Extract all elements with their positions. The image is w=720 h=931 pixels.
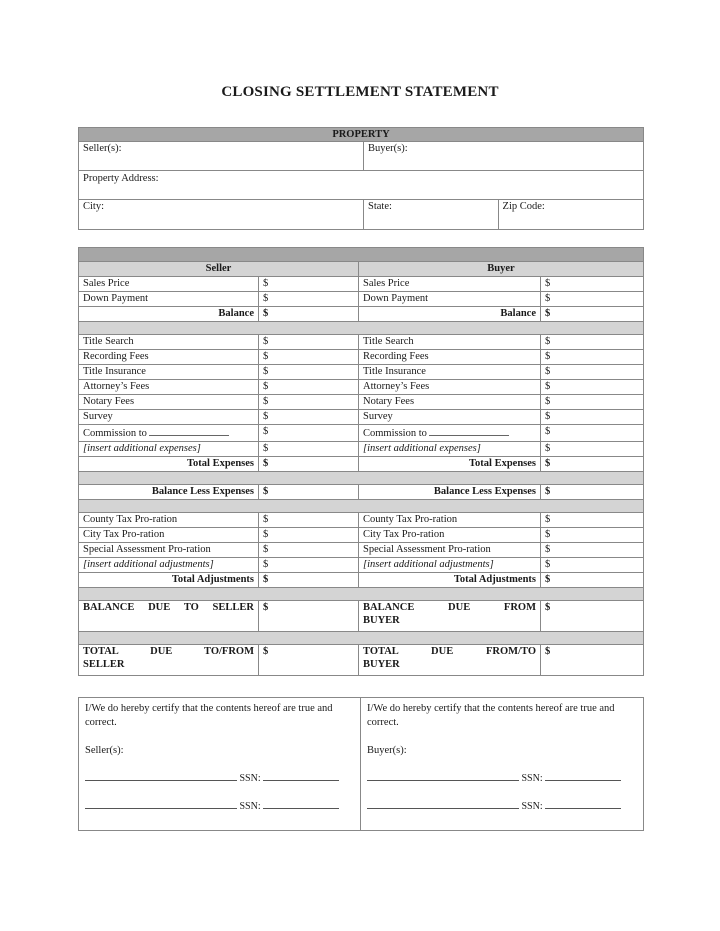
amount-field[interactable]: $: [259, 457, 359, 472]
row-label: Title Insurance: [359, 365, 541, 380]
amount-field[interactable]: $: [259, 528, 359, 543]
row-label: Down Payment: [359, 292, 541, 307]
property-header-row: [79, 128, 644, 142]
spacer-row: [79, 500, 644, 513]
row-label: Sales Price: [359, 277, 541, 292]
amount-field[interactable]: $: [541, 350, 644, 365]
row-label: Balance: [79, 307, 259, 322]
state-field[interactable]: [364, 200, 498, 229]
row-label[interactable]: [insert additional expenses]: [359, 442, 541, 457]
table-row: [79, 380, 644, 395]
row-label: Title Search: [79, 335, 259, 350]
row-label: Special Assessment Pro-ration: [79, 543, 259, 558]
spacer-row: [79, 632, 644, 645]
amount-field[interactable]: $: [259, 335, 359, 350]
balance-due-seller-label: BALANCE DUE TO SELLER: [79, 601, 259, 632]
buyer-ssn-line-2[interactable]: [545, 808, 621, 809]
row-label: Notary Fees: [79, 395, 259, 410]
location-row: [79, 200, 644, 230]
city-label: City:: [83, 201, 105, 212]
spacer-row: [79, 322, 644, 335]
buyer-signature-label: Buyer(s):: [367, 745, 407, 756]
seller-signature-line-1[interactable]: [85, 780, 237, 781]
amount-field[interactable]: $: [541, 425, 644, 442]
seller-certification-statement: I/We do hereby certify that the contents hereof are true and correct.: [85, 703, 333, 728]
buyers-label: Buyer(s):: [368, 143, 408, 154]
table-row: [79, 485, 644, 500]
amount-field[interactable]: $: [259, 395, 359, 410]
ssn-label: SSN:: [239, 801, 261, 812]
seller-column-header: Seller: [79, 262, 359, 277]
table-row: [79, 292, 644, 307]
amount-field[interactable]: $: [259, 410, 359, 425]
property-address-field[interactable]: [79, 171, 644, 200]
buyer-signature-line-1[interactable]: [367, 780, 519, 781]
sellers-label: Seller(s):: [83, 143, 122, 154]
commission-blank[interactable]: [149, 425, 229, 436]
amount-field[interactable]: $: [541, 292, 644, 307]
amount-field[interactable]: $: [541, 601, 644, 632]
table-row: [79, 395, 644, 410]
spacer-row: [79, 588, 644, 601]
total-due-seller-label: TOTAL DUE TO/FROM SELLER: [79, 645, 259, 676]
table-row: [79, 425, 644, 442]
amount-field[interactable]: $: [259, 365, 359, 380]
commission-blank[interactable]: [429, 425, 509, 436]
amount-field[interactable]: $: [259, 425, 359, 442]
table-row: [79, 277, 644, 292]
seller-certification: [79, 698, 361, 831]
total-due-row: [79, 645, 644, 676]
row-label: Survey: [359, 410, 541, 425]
amount-field[interactable]: $: [541, 335, 644, 350]
row-label: Special Assessment Pro-ration: [359, 543, 541, 558]
spacer-row: [79, 472, 644, 485]
table-row: [79, 442, 644, 457]
table-row: [79, 350, 644, 365]
amount-field[interactable]: $: [541, 573, 644, 588]
ssn-label: SSN:: [239, 773, 261, 784]
buyer-certification-statement: I/We do hereby certify that the contents hereof are true and correct.: [367, 703, 615, 728]
row-label: Attorney’s Fees: [359, 380, 541, 395]
amount-field[interactable]: $: [259, 485, 359, 500]
buyers-field[interactable]: [364, 142, 644, 171]
row-label: County Tax Pro-ration: [79, 513, 259, 528]
buyer-ssn-line-1[interactable]: [545, 780, 621, 781]
amount-field[interactable]: $: [259, 277, 359, 292]
amount-field[interactable]: $: [541, 395, 644, 410]
balance-due-buyer-label: BALANCE DUE FROM BUYER: [359, 601, 541, 632]
amount-field[interactable]: $: [541, 513, 644, 528]
row-label: Balance: [359, 307, 541, 322]
sellers-field[interactable]: [79, 142, 364, 171]
row-label: Balance Less Expenses: [79, 485, 259, 500]
table-row: [79, 410, 644, 425]
row-label: City Tax Pro-ration: [359, 528, 541, 543]
amount-field[interactable]: $: [259, 307, 359, 322]
commission-cell[interactable]: [79, 425, 259, 442]
amount-field[interactable]: $: [259, 558, 359, 573]
table-row: [79, 365, 644, 380]
amount-field[interactable]: $: [541, 442, 644, 457]
parties-row: [79, 142, 644, 171]
property-header: PROPERTY: [79, 128, 644, 142]
zip-code-label: Zip Code:: [502, 201, 545, 212]
row-label: Total Adjustments: [359, 573, 541, 588]
amount-field[interactable]: $: [259, 601, 359, 632]
row-label: Title Insurance: [79, 365, 259, 380]
table-row: [79, 543, 644, 558]
amount-field[interactable]: $: [541, 307, 644, 322]
property-table: [78, 127, 644, 230]
row-label[interactable]: [insert additional expenses]: [79, 442, 259, 457]
row-label: Total Expenses: [359, 457, 541, 472]
row-label: City Tax Pro-ration: [79, 528, 259, 543]
certification-row: [79, 698, 644, 831]
table-row: [79, 573, 644, 588]
table-row: [79, 335, 644, 350]
column-header-row: [79, 262, 644, 277]
row-label[interactable]: [insert additional adjustments]: [79, 558, 259, 573]
row-label[interactable]: [insert additional adjustments]: [359, 558, 541, 573]
buyer-signature-line-2[interactable]: [367, 808, 519, 809]
amount-field[interactable]: $: [541, 543, 644, 558]
row-label: County Tax Pro-ration: [359, 513, 541, 528]
amount-field[interactable]: $: [259, 543, 359, 558]
amount-field[interactable]: $: [541, 645, 644, 676]
row-label: Recording Fees: [359, 350, 541, 365]
row-label: Total Adjustments: [79, 573, 259, 588]
amount-field[interactable]: $: [259, 645, 359, 676]
amount-field[interactable]: $: [541, 558, 644, 573]
row-label: Survey: [79, 410, 259, 425]
amount-field[interactable]: $: [259, 573, 359, 588]
document-title: CLOSING SETTLEMENT STATEMENT: [221, 84, 499, 100]
row-label: Commission to: [363, 428, 427, 439]
row-label: Down Payment: [79, 292, 259, 307]
table-row: [79, 307, 644, 322]
buyer-column-header: Buyer: [359, 262, 644, 277]
row-label: Notary Fees: [359, 395, 541, 410]
amount-field[interactable]: $: [541, 457, 644, 472]
amount-field[interactable]: $: [541, 380, 644, 395]
amount-field[interactable]: $: [259, 350, 359, 365]
seller-signature-line-2[interactable]: [85, 808, 237, 809]
ssn-label: SSN:: [521, 773, 543, 784]
row-label: Balance Less Expenses: [359, 485, 541, 500]
row-label: Recording Fees: [79, 350, 259, 365]
table-row: [79, 558, 644, 573]
amount-field[interactable]: $: [541, 365, 644, 380]
property-address-label: Property Address:: [83, 173, 159, 184]
row-label: Title Search: [359, 335, 541, 350]
row-label: Total Expenses: [79, 457, 259, 472]
amount-field[interactable]: $: [541, 410, 644, 425]
section-bar: [79, 248, 644, 262]
seller-ssn-line-2[interactable]: [263, 808, 339, 809]
amount-field[interactable]: $: [259, 380, 359, 395]
row-label: Commission to: [83, 428, 147, 439]
zip-code-field[interactable]: [498, 200, 643, 229]
seller-ssn-line-1[interactable]: [263, 780, 339, 781]
state-label: State:: [368, 201, 392, 212]
amount-field[interactable]: $: [541, 485, 644, 500]
buyer-certification: [361, 698, 644, 831]
amount-field[interactable]: $: [259, 442, 359, 457]
address-row: [79, 171, 644, 200]
row-label: Sales Price: [79, 277, 259, 292]
settlement-table: [78, 247, 644, 676]
total-due-buyer-label: TOTAL DUE FROM/TO BUYER: [359, 645, 541, 676]
city-field[interactable]: [79, 200, 364, 230]
balance-due-row: [79, 601, 644, 632]
amount-field[interactable]: $: [259, 292, 359, 307]
amount-field[interactable]: $: [541, 528, 644, 543]
table-row: [79, 457, 644, 472]
amount-field[interactable]: $: [541, 277, 644, 292]
ssn-label: SSN:: [521, 801, 543, 812]
seller-signature-label: Seller(s):: [85, 745, 124, 756]
commission-cell[interactable]: [359, 425, 541, 442]
table-row: [79, 528, 644, 543]
table-row: [79, 513, 644, 528]
amount-field[interactable]: $: [259, 513, 359, 528]
certification-table: [78, 697, 644, 831]
row-label: Attorney’s Fees: [79, 380, 259, 395]
